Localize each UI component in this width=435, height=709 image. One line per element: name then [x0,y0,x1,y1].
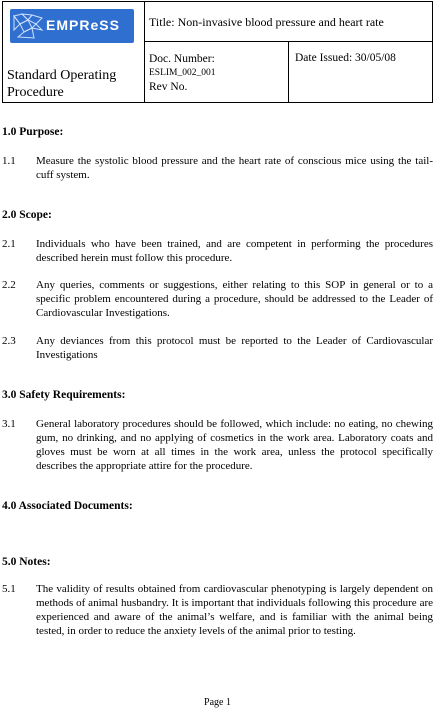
date-issued: Date Issued: 30/05/08 [295,52,396,64]
doc-number-label: Doc. Number: [149,53,215,65]
date-issued-cell [289,42,433,103]
list-item: 2.2 Any queries, comments or suggestions, either relating to this SOP in general or to a specific problem encountered during a procedure, should be addressed to the Leader of Cardiovascular Investigations. [2,279,433,319]
empress-logo [10,9,134,43]
section-heading-notes: 5.0 Notes: [2,556,51,568]
page-number: Page 1 [204,697,231,708]
document-type: Standard Operating Procedure [7,68,117,100]
title-cell [145,2,433,42]
header-table [2,1,433,103]
document-title: Title: Non-invasive blood pressure and heart rate [149,15,384,29]
section-heading-associated: 4.0 Associated Documents: [2,500,133,512]
section-heading-purpose: 1.0 Purpose: [2,126,64,138]
list-item: 2.1 Individuals who have been trained, and are competent in performing the procedures described herein must follow this procedure. [2,238,433,264]
doc-number-cell [145,42,289,103]
mesh-logo-icon [12,12,44,40]
logo-cell [3,2,145,103]
list-item: 3.1 General laboratory procedures should be followed, which include: no eating, no chewing gum, no drinking, and no applying of cosmetics in the work area. Laboratory coats and gloves must be worn at all times in the work area, unless the protocol specifically describes the appropriate attire for the procedure. [2,418,433,472]
rev-number-label: Rev No. [149,81,188,93]
list-item: 5.1 The validity of results obtained from cardiovascular phenotyping is largely dependent on methods of animal husbandry. It is important that individuals following this procedure are experienced and aware of the animal’s welfare, and is familiar with the animal being tested, in order to reduce the anxiety levels of the animal prior to testing. [2,583,433,637]
doc-number-value: ESLIM_002_001 [149,68,216,78]
section-heading-safety: 3.0 Safety Requirements: [2,389,126,401]
section-heading-scope: 2.0 Scope: [2,209,52,221]
logo-text: EMPReSS [46,17,120,33]
list-item: 2.3 Any deviances from this protocol must be reported to the Leader of Cardiovascular Investigations [2,335,433,361]
list-item: 1.1 Measure the systolic blood pressure and the heart rate of conscious mice using the tail-cuff system. [2,155,433,181]
